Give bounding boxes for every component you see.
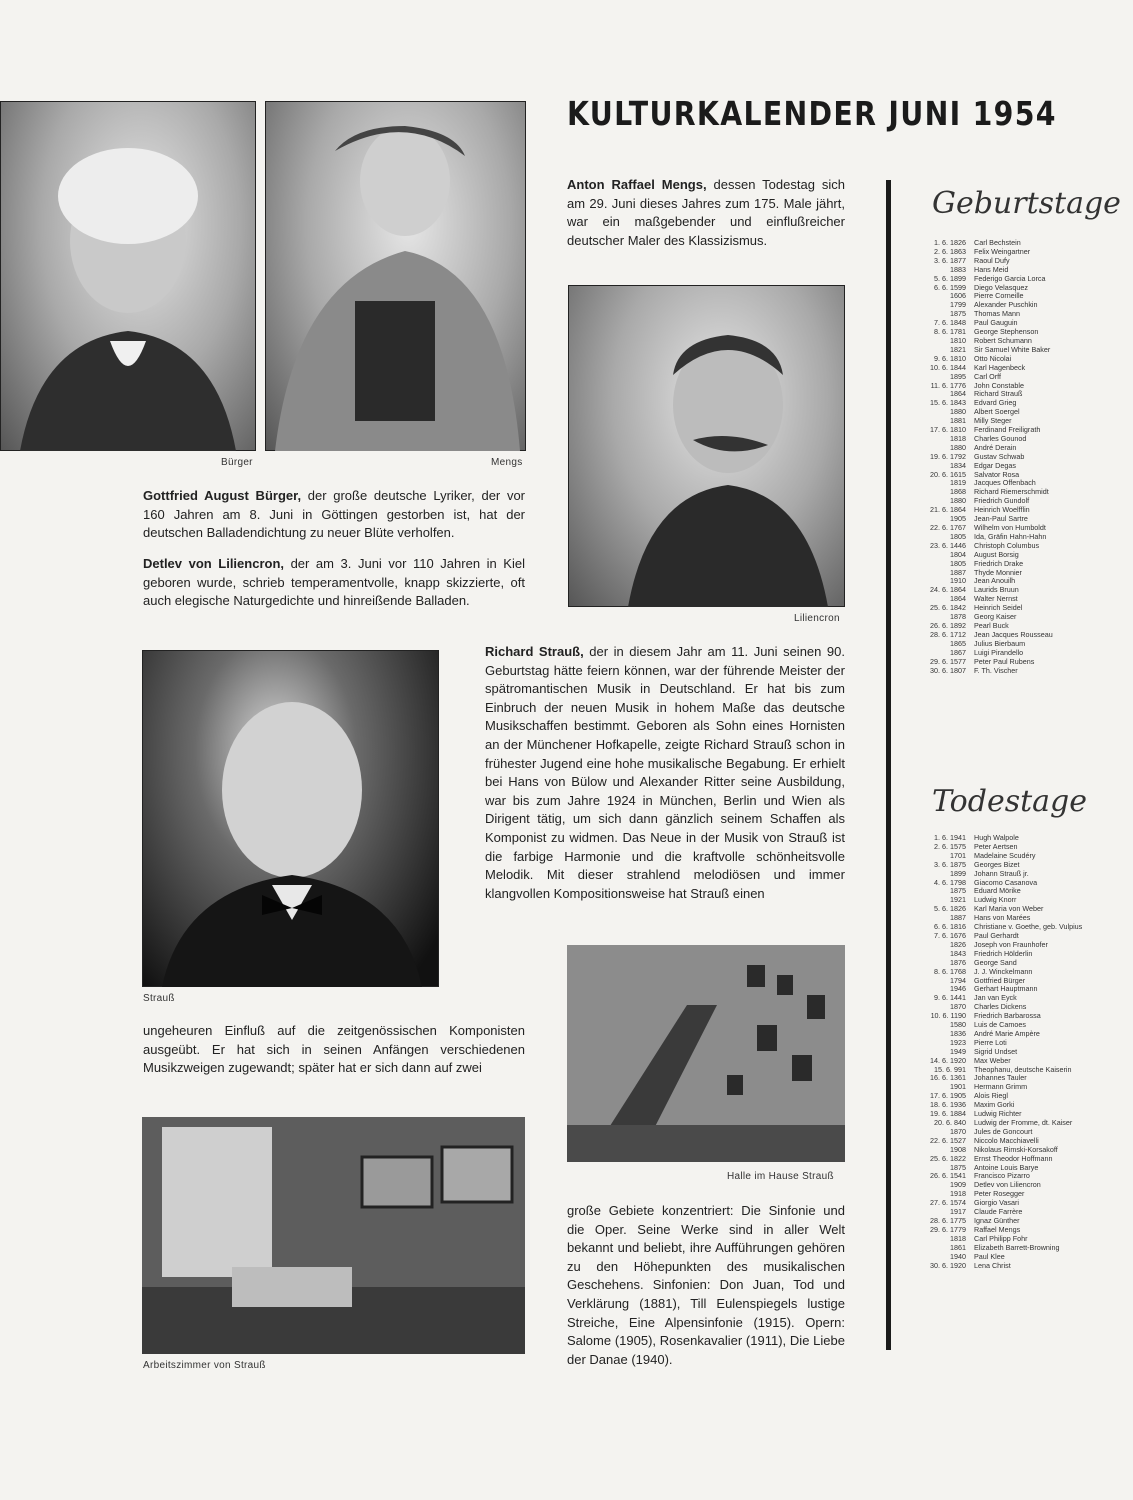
todestag-person: Eduard Mörike xyxy=(974,886,1021,896)
geburtstag-date: 1865 xyxy=(950,638,966,648)
todestag-entry xyxy=(920,1262,1082,1271)
geburtstag-date: 1864 xyxy=(950,594,966,604)
geburtstag-person: Friedrich Drake xyxy=(974,558,1024,568)
todestag-person: Johannes Tauler xyxy=(974,1073,1027,1083)
geburtstag-person: Jean Anouilh xyxy=(974,576,1016,586)
buerger-text xyxy=(143,487,525,543)
todestag-person: Christiane v. Goethe, geb. Vulpius xyxy=(974,922,1083,932)
todestag-date: 30. 6. 1920 xyxy=(930,1260,966,1270)
todestag-date: 6. 6. 1816 xyxy=(934,922,966,932)
strauss-continuation-1: ungeheuren Einfluß auf die zeitgenössischen Komponisten ausgeübt. Er hat sich in seinen Anfängen verschiedenen Musikzweigen zugewandt; später hat er sich dann auf zwei xyxy=(143,1023,525,1076)
geburtstag-date: 1821 xyxy=(950,344,966,354)
todestag-date: 1876 xyxy=(950,957,966,967)
todestag-person: Raffael Mengs xyxy=(974,1224,1021,1234)
geburtstag-date: 28. 6. 1712 xyxy=(930,629,966,639)
geburtstag-date: 1799 xyxy=(950,300,966,310)
geburtstag-person: John Constable xyxy=(974,380,1024,390)
strauss-body: der in diesem Jahr am 11. Juni seinen 90. Geburtstag hätte feiern können, war der führende Meister der spätromantischen Musik in Deutschland. Er hat bis zum Einbruch der neuen Musik in hohem Maße das deutsche Musikschaffen bestimmt. Geboren als Sohn eines Hornisten an der Münchener Hofkapelle, zeigte Richard Strauß schon in frühester Jugend eine hohe musikalische Begabung. Er erhielt bei Hans von Bülow und Alexander Ritter seine Ausbildung, war bis zum Jahre 1924 in München, Berlin und Wien als Dirigent tätig, um sich dann gänzlich seinem Schaffen als Komponist zu widmen. Das Neue in der Musik von Strauß ist die farbige Harmonie und die kraftvolle schönheitsvolle Melodik. Mit dieser strahlend melodiösen und immer klangvollen Kompositionsweise hat Strauß einen xyxy=(485,644,845,901)
todestag-date: 17. 6. 1905 xyxy=(930,1091,966,1101)
geburtstag-person: Friedrich Gundolf xyxy=(974,496,1030,506)
todestag-person: Charles Dickens xyxy=(974,1002,1027,1012)
todestag-date: 1940 xyxy=(950,1251,966,1261)
todestag-date: 2. 6. 1575 xyxy=(934,841,966,851)
todestag-person: Johann Strauß jr. xyxy=(974,868,1029,878)
geburtstag-date: 1810 xyxy=(950,335,966,345)
geburtstag-date: 26. 6. 1892 xyxy=(930,620,966,630)
todestag-date: 1580 xyxy=(950,1020,966,1030)
geburtstag-person: Karl Hagenbeck xyxy=(974,362,1026,372)
geburtstag-date: 30. 6. 1807 xyxy=(930,665,966,675)
todestag-date: 9. 6. 1441 xyxy=(934,993,966,1003)
geburtstag-person: Robert Schumann xyxy=(974,335,1032,345)
geburtstag-person: Edvard Grieg xyxy=(974,398,1017,408)
geburtstag-person: Alexander Puschkin xyxy=(974,300,1038,310)
geburtstag-person: Laurids Bruun xyxy=(974,585,1019,595)
geburtstag-person: Jean-Paul Sartre xyxy=(974,514,1028,524)
todestag-person: Jules de Goncourt xyxy=(974,1126,1033,1136)
geburtstag-date: 22. 6. 1767 xyxy=(930,523,966,532)
todestag-date: 18. 6. 1936 xyxy=(930,1100,966,1110)
geburtstag-person: Thomas Mann xyxy=(974,309,1020,319)
geburtstag-date: 1887 xyxy=(950,567,966,577)
geburtstag-date: 1606 xyxy=(950,291,966,301)
liliencron-text xyxy=(143,555,525,611)
todestag-person: Peter Rosegger xyxy=(974,1189,1025,1199)
todestag-person: Karl Maria von Weber xyxy=(974,904,1044,914)
todestag-date: 29. 6. 1779 xyxy=(930,1224,966,1234)
todestag-date: 16. 6. 1361 xyxy=(930,1073,966,1083)
todestag-person: Pierre Loti xyxy=(974,1037,1007,1047)
geburtstag-date: 1905 xyxy=(950,514,966,524)
geburtstag-person: Ferdinand Freiligrath xyxy=(974,425,1041,435)
geburtstag-person: Luigi Pirandello xyxy=(974,647,1024,657)
caption-buerger: Bürger xyxy=(221,457,253,468)
geburtstag-person: Wilhelm von Humboldt xyxy=(974,523,1046,532)
geburtstag-date: 23. 6. 1446 xyxy=(930,540,966,550)
todestag-person: Friedrich Barbarossa xyxy=(974,1011,1041,1021)
buerger-body: der große deutsche Lyriker, der vor 160 Jahren am 8. Juni in Göttingen gestorben ist, hat der deutschen Balladendichtung zu neuer Blüte verholfen. xyxy=(143,488,526,541)
geburtstag-date: 11. 6. 1776 xyxy=(930,380,966,390)
todestag-person: Carl Philipp Fohr xyxy=(974,1233,1028,1243)
caption-mengs: Mengs xyxy=(491,457,523,468)
geburtstag-date: 1875 xyxy=(950,309,966,319)
geburtstag-person: Edgar Degas xyxy=(974,460,1016,470)
geburtstag-date: 24. 6. 1864 xyxy=(930,585,966,595)
geburtstag-person: Felix Weingartner xyxy=(974,246,1031,256)
geburtstag-person: Walter Nernst xyxy=(974,594,1018,604)
todestag-person: Madelaine Scudéry xyxy=(974,850,1036,860)
geburtstag-person: Ida, Gräfin Hahn-Hahn xyxy=(974,531,1047,541)
todestag-person: Paul Gerhardt xyxy=(974,930,1019,940)
todestag-date: 4. 6. 1798 xyxy=(934,877,966,887)
todestag-date: 1901 xyxy=(950,1082,966,1092)
todestag-date: 1887 xyxy=(950,913,966,923)
todestag-date: 1917 xyxy=(950,1207,966,1217)
geburtstag-date: 1818 xyxy=(950,433,966,443)
liliencron-portrait xyxy=(568,285,845,607)
todestag-person: Gerhart Hauptmann xyxy=(974,984,1038,994)
page-title: KULTURKALENDER JUNI 1954 xyxy=(567,94,1057,133)
todestag-person: George Sand xyxy=(974,957,1017,967)
todestag-person: Georges Bizet xyxy=(974,859,1020,869)
todestag-date: 1875 xyxy=(950,886,966,896)
todestag-date: 26. 6. 1541 xyxy=(930,1171,966,1181)
geburtstag-date: 1868 xyxy=(950,487,966,497)
geburtstag-person: Federigo Garcia Lorca xyxy=(974,273,1046,283)
geburtstag-person: Hans Meid xyxy=(974,264,1009,274)
liliencron-body: der am 3. Juni vor 110 Jahren in Kiel geboren wurde, schrieb temperamentvolle, knapp skizzierte, oft auch elegische Naturgedichte und hinreißende Balladen. xyxy=(143,556,525,609)
todestag-date: 25. 6. 1822 xyxy=(930,1153,966,1163)
buerger-name: Gottfried August Bürger, xyxy=(143,488,302,503)
geburtstag-person: Heinrich Seidel xyxy=(974,603,1023,613)
todestag-person: Hans von Marées xyxy=(974,913,1031,923)
geburtstag-date: 8. 6. 1781 xyxy=(934,327,966,337)
geburtstag-date: 1834 xyxy=(950,460,966,470)
todestag-person: Max Weber xyxy=(974,1055,1011,1065)
geburtstag-date: 1910 xyxy=(950,576,966,586)
todestag-date: 1946 xyxy=(950,984,966,994)
strauss-continuation-2: große Gebiete konzentriert: Die Sinfonie und die Oper. Seine Werke sind in aller Welt bekannt und beliebt, ihre Aufführungen gehören zu den Höhepunkten des musikalischen Geschehens. Sinfonien: Don Juan, Tod und Verklärung (1881), Till Eulenspiegels lustige Streiche, Eine Alpensinfonie (1915). Opern: Salome (1905), Rosenkavalier (1911), Die Liebe der Danae (1940). xyxy=(567,1203,845,1367)
geburtstag-date: 15. 6. 1843 xyxy=(930,398,966,408)
geburtstag-person: André Derain xyxy=(974,442,1017,452)
todestag-person: Jan van Eyck xyxy=(974,993,1017,1003)
geburtstag-date: 19. 6. 1792 xyxy=(930,451,966,461)
geburtstag-person: Albert Soergel xyxy=(974,407,1020,417)
geburtstag-person: Charles Gounod xyxy=(974,433,1027,443)
strauss-portrait xyxy=(142,650,439,987)
arbeitszimmer-photo xyxy=(142,1117,525,1354)
todestag-date: 1826 xyxy=(950,939,966,949)
todestag-date: 8. 6. 1768 xyxy=(934,966,966,976)
todestag-date: 3. 6. 1875 xyxy=(934,859,966,869)
geburtstag-entry xyxy=(920,667,1053,676)
geburtstag-person: Carl Orff xyxy=(974,371,1002,381)
geburtstag-date: 21. 6. 1864 xyxy=(930,505,966,515)
todestag-person: J. J. Winckelmann xyxy=(974,966,1033,976)
todestag-person: Lena Christ xyxy=(974,1260,1011,1270)
todestag-date: 1908 xyxy=(950,1144,966,1154)
todestag-person: Alois Riegl xyxy=(974,1091,1008,1101)
todestag-date: 10. 6. 1190 xyxy=(930,1011,966,1021)
todestag-person: Ignaz Günther xyxy=(974,1215,1020,1225)
geburtstag-date: 20. 6. 1615 xyxy=(930,469,966,479)
todestag-person: Antoine Louis Barye xyxy=(974,1162,1039,1172)
todestag-person: Giorgio Vasari xyxy=(974,1198,1020,1208)
geburtstag-person: Heinrich Woelfflin xyxy=(974,505,1030,515)
geburtstag-person: Raoul Dufy xyxy=(974,255,1010,265)
geburtstag-date: 1878 xyxy=(950,612,966,622)
todestag-person: André Marie Ampère xyxy=(974,1028,1040,1038)
todestag-person: Gottfried Bürger xyxy=(974,975,1026,985)
geburtstag-person: F. Th. Vischer xyxy=(974,665,1018,675)
mengs-text xyxy=(567,176,845,250)
todestag-date: 1701 xyxy=(950,850,966,860)
todestag-date: 27. 6. 1574 xyxy=(930,1198,966,1208)
geburtstag-date: 1880 xyxy=(950,407,966,417)
geburtstag-date: 5. 6. 1899 xyxy=(934,273,966,283)
geburtstag-date: 1881 xyxy=(950,416,966,426)
geburtstag-date: 25. 6. 1842 xyxy=(930,603,966,613)
geburtstag-person: Jean Jacques Rousseau xyxy=(974,629,1053,639)
geburtstag-person: Thyde Monnier xyxy=(974,567,1022,577)
todestag-date: 1875 xyxy=(950,1162,966,1172)
geburtstag-person: Julius Bierbaum xyxy=(974,638,1026,648)
mengs-name: Anton Raffael Mengs, xyxy=(567,177,707,192)
todestag-person: Ludwig Richter xyxy=(974,1109,1022,1119)
geburtstag-person: Milly Steger xyxy=(974,416,1012,426)
todestag-date: 1921 xyxy=(950,895,966,905)
todestag-date: 15. 6. 991 xyxy=(934,1064,966,1074)
todestag-date: 1. 6. 1941 xyxy=(934,833,966,842)
geburtstag-person: Salvator Rosa xyxy=(974,469,1020,479)
todestag-date: 20. 6. 840 xyxy=(934,1118,966,1127)
geburtstag-date: 1805 xyxy=(950,531,966,541)
todestage-heading: Todestage xyxy=(932,784,1087,819)
geburtstag-date: 17. 6. 1810 xyxy=(930,425,966,435)
geburtstag-person: Sir Samuel White Baker xyxy=(974,344,1051,354)
strauss-text xyxy=(485,643,845,903)
todestag-person: Theophanu, deutsche Kaiserin xyxy=(974,1064,1072,1074)
geburtstag-person: Paul Gauguin xyxy=(974,318,1018,328)
todestag-date: 1818 xyxy=(950,1233,966,1243)
todestag-date: 14. 6. 1920 xyxy=(930,1055,966,1065)
todestag-date: 1861 xyxy=(950,1242,966,1252)
geburtstage-list xyxy=(920,239,1053,675)
todestag-person: Maxim Gorki xyxy=(974,1100,1015,1110)
todestag-date: 22. 6. 1527 xyxy=(930,1135,966,1145)
caption-arbeitszimmer: Arbeitszimmer von Strauß xyxy=(143,1360,266,1371)
todestag-date: 5. 6. 1826 xyxy=(934,904,966,914)
geburtstag-date: 1867 xyxy=(950,647,966,657)
geburtstag-person: Jacques Offenbach xyxy=(974,478,1036,488)
geburtstag-date: 1804 xyxy=(950,549,966,559)
geburtstag-person: Pearl Buck xyxy=(974,620,1009,630)
caption-strauss: Strauß xyxy=(143,993,175,1004)
todestag-date: 1909 xyxy=(950,1180,966,1190)
todestag-person: Detlev von Liliencron xyxy=(974,1180,1041,1190)
todestag-person: Hugh Walpole xyxy=(974,833,1019,842)
geburtstag-date: 1864 xyxy=(950,389,966,399)
geburtstag-person: Georg Kaiser xyxy=(974,612,1017,622)
todestag-date: 1870 xyxy=(950,1126,966,1136)
geburtstag-date: 9. 6. 1810 xyxy=(934,353,966,363)
todestag-date: 1949 xyxy=(950,1046,966,1056)
todestag-date: 1836 xyxy=(950,1028,966,1038)
geburtstag-person: Richard Riemerschmidt xyxy=(974,487,1049,497)
caption-halle: Halle im Hause Strauß xyxy=(727,1171,834,1182)
geburtstag-date: 3. 6. 1877 xyxy=(934,255,966,265)
geburtstag-date: 29. 6. 1577 xyxy=(930,656,966,666)
geburtstag-date: 1819 xyxy=(950,478,966,488)
todestag-date: 1870 xyxy=(950,1002,966,1012)
geburtstag-person: August Borsig xyxy=(974,549,1019,559)
geburtstag-date: 1880 xyxy=(950,442,966,452)
todestag-person: Hermann Grimm xyxy=(974,1082,1028,1092)
mengs-body: dessen Todestag sich am 29. Juni dieses Jahres zum 175. Male jährt, war ein maßgebender und einflußreicher deutscher Maler des Klassizismus. xyxy=(567,177,845,248)
todestag-date: 1899 xyxy=(950,868,966,878)
todestag-person: Friedrich Hölderlin xyxy=(974,948,1033,958)
geburtstag-date: 6. 6. 1599 xyxy=(934,282,966,292)
mengs-portrait xyxy=(265,101,526,451)
todestag-person: Elizabeth Barrett-Browning xyxy=(974,1242,1060,1252)
geburtstag-date: 2. 6. 1863 xyxy=(934,246,966,256)
geburtstag-person: George Stephenson xyxy=(974,327,1039,337)
geburtstag-person: Diego Velasquez xyxy=(974,282,1028,292)
geburtstag-date: 7. 6. 1848 xyxy=(934,318,966,328)
todestag-date: 1794 xyxy=(950,975,966,985)
column-divider xyxy=(886,180,891,1350)
geburtstag-date: 10. 6. 1844 xyxy=(930,362,966,372)
todestag-date: 1918 xyxy=(950,1189,966,1199)
todestag-person: Ludwig Knorr xyxy=(974,895,1017,905)
geburtstag-date: 1. 6. 1826 xyxy=(934,238,966,247)
todestag-date: 28. 6. 1775 xyxy=(930,1215,966,1225)
geburtstag-date: 1895 xyxy=(950,371,966,381)
todestag-person: Ludwig der Fromme, dt. Kaiser xyxy=(974,1118,1073,1127)
todestag-person: Niccolo Macchiavelli xyxy=(974,1135,1039,1145)
geburtstag-date: 1880 xyxy=(950,496,966,506)
todestag-date: 7. 6. 1676 xyxy=(934,930,966,940)
geburtstag-person: Christoph Columbus xyxy=(974,540,1040,550)
halle-photo xyxy=(567,945,845,1162)
todestag-person: Ernst Theodor Hoffmann xyxy=(974,1153,1053,1163)
geburtstag-date: 1883 xyxy=(950,264,966,274)
todestag-date: 1843 xyxy=(950,948,966,958)
todestag-person: Sigrid Undset xyxy=(974,1046,1018,1056)
geburtstag-person: Gustav Schwab xyxy=(974,451,1025,461)
todestage-list xyxy=(920,834,1082,1270)
todestag-person: Nikolaus Rimski-Korsakoff xyxy=(974,1144,1058,1154)
todestag-person: Paul Klee xyxy=(974,1251,1005,1261)
caption-liliencron: Liliencron xyxy=(794,613,840,624)
geburtstag-person: Richard Strauß xyxy=(974,389,1023,399)
todestag-person: Francisco Pizarro xyxy=(974,1171,1030,1181)
todestag-person: Peter Aertsen xyxy=(974,841,1018,851)
todestag-person: Joseph von Fraunhofer xyxy=(974,939,1048,949)
todestag-person: Luis de Camoes xyxy=(974,1020,1026,1030)
todestag-date: 19. 6. 1884 xyxy=(930,1109,966,1119)
todestag-person: Claude Farrère xyxy=(974,1207,1023,1217)
geburtstag-person: Pierre Corneille xyxy=(974,291,1024,301)
geburtstag-person: Carl Bechstein xyxy=(974,238,1021,247)
todestag-person: Giacomo Casanova xyxy=(974,877,1038,887)
buerger-portrait xyxy=(0,101,256,451)
todestag-date: 1923 xyxy=(950,1037,966,1047)
geburtstag-person: Peter Paul Rubens xyxy=(974,656,1035,666)
geburtstag-date: 1805 xyxy=(950,558,966,568)
geburtstag-person: Otto Nicolai xyxy=(974,353,1012,363)
geburtstage-heading: Geburtstage xyxy=(932,186,1121,221)
strauss-name: Richard Strauß, xyxy=(485,644,584,659)
liliencron-name: Detlev von Liliencron, xyxy=(143,556,284,571)
